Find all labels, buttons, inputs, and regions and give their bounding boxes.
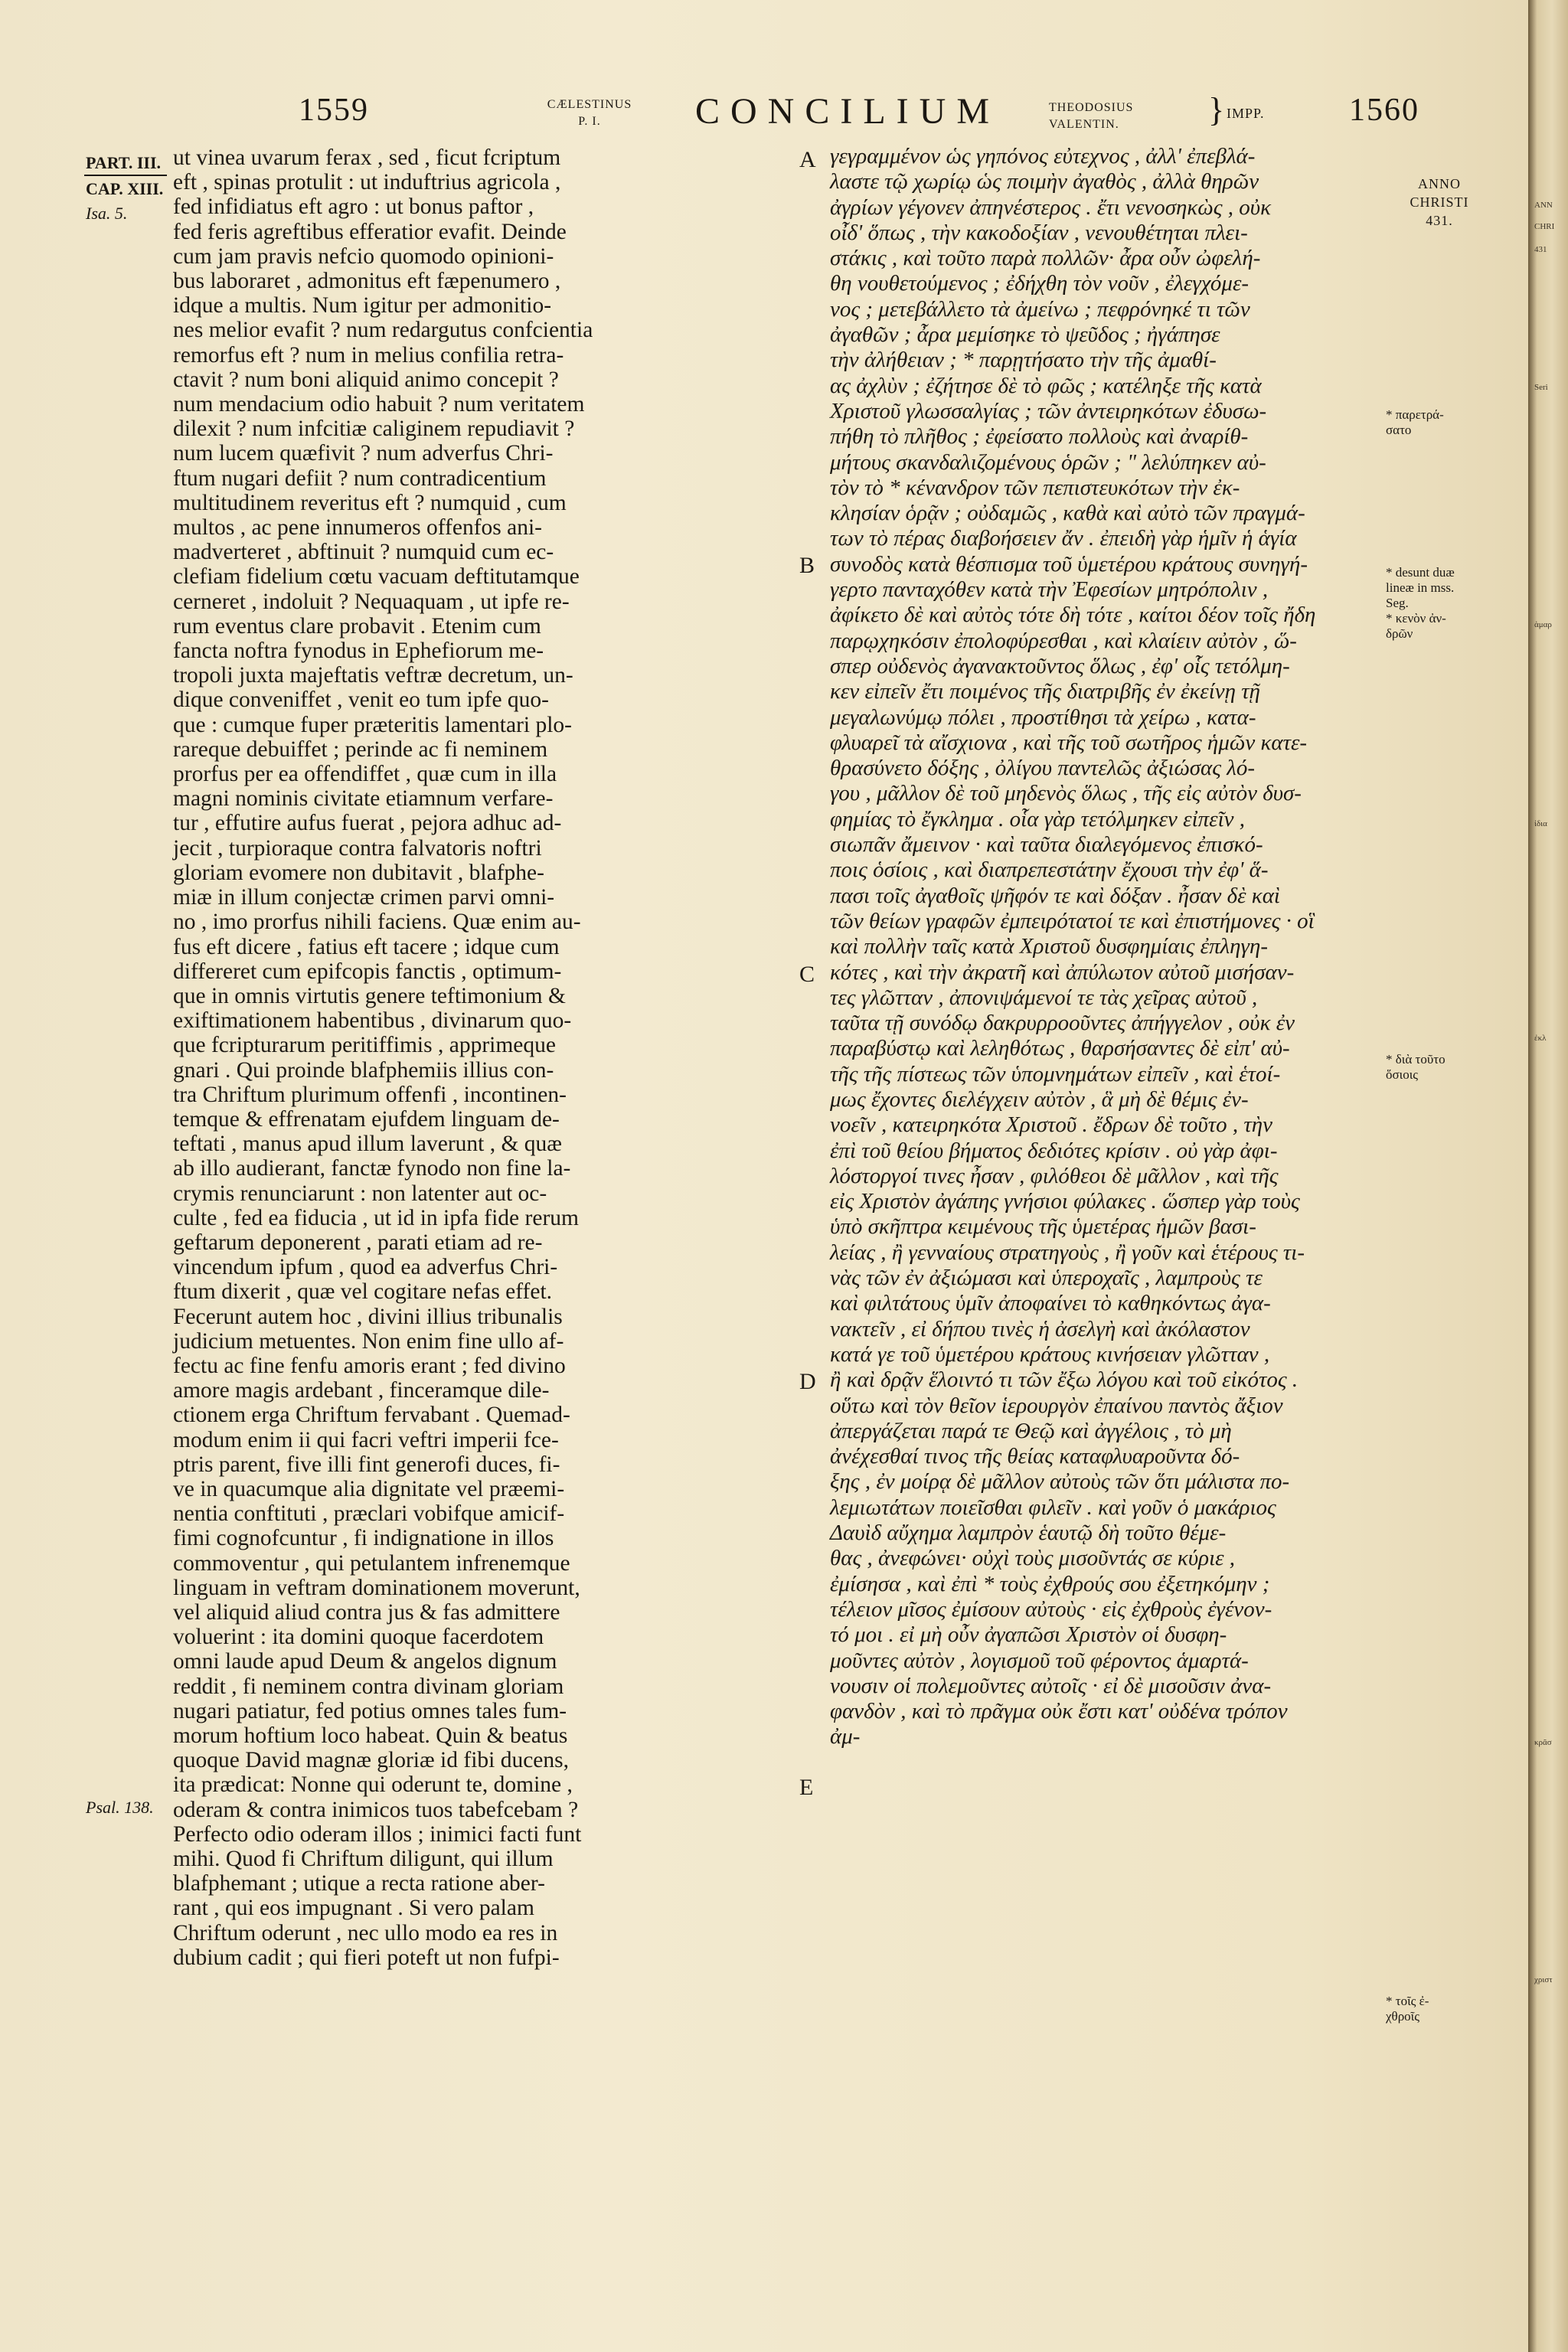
latin-line: rant , qui eos impugnant . Si vero palam bbox=[173, 1896, 534, 1921]
header-emperor-1: THEODOSIUS bbox=[1049, 101, 1134, 114]
latin-line: gloriam evomere non dubitavit , blafphe- bbox=[173, 860, 544, 885]
greek-line: καὶ πολλὴν ταῖς κατὰ Χριστοῦ δυσφημίαις ἐπληγη- bbox=[830, 934, 1269, 959]
latin-line: ab illo audierant, fanctæ fynodo non fine la- bbox=[173, 1156, 571, 1181]
latin-line: dilexit ? num infcitiæ caliginem repudiavit ? bbox=[173, 416, 575, 442]
latin-line: fimi cognofcuntur , fi indignatione in illos bbox=[173, 1526, 554, 1551]
greek-line: σπερ οὐδενὸς ἀγανακτοῦντος ὅλως , ἐφ' οἷς τετόλμη- bbox=[830, 653, 1290, 678]
latin-text-column bbox=[173, 145, 801, 1970]
greek-line: παρῳχηκόσιν ἐπολοφύρεσθαι , καὶ κλαίειν αὐτὸν , ὥ- bbox=[830, 628, 1297, 653]
anno-year: 431. bbox=[1426, 213, 1453, 228]
latin-line: rum eventus clare probavit . Etenim cum bbox=[173, 613, 541, 639]
facing-page-snippet: 431 bbox=[1534, 245, 1547, 254]
latin-line: ftum nugari defiit ? num contradicentium bbox=[173, 466, 547, 491]
greek-line: θας , ἀνεφώνει· οὐχὶ τοὺς μισοῦντάς σε κύριε , bbox=[830, 1546, 1236, 1571]
latin-line: no , imo prorfus nihili faciens. Quæ enim au- bbox=[173, 910, 581, 935]
latin-line: dubium cadit ; qui fieri poteft ut non fufpi- bbox=[173, 1945, 560, 1970]
latin-line: ita prædicat: Nonne qui oderunt te, domine , bbox=[173, 1772, 573, 1798]
latin-line: Perfecto odio oderam illos ; inimici facti funt bbox=[173, 1821, 582, 1847]
latin-line: fed infidiatus eft agro : ut bonus paftor , bbox=[173, 194, 534, 220]
latin-line: Fecerunt autem hoc , divini illius tribunalis bbox=[173, 1304, 563, 1329]
greek-line: μοῦντες αὐτὸν , λογισμοῦ τοῦ φέροντος ἁμαρτά- bbox=[830, 1648, 1249, 1673]
latin-line: vincendum ipfum , quod ea adverfus Chri- bbox=[173, 1255, 558, 1280]
left-page-number: 1559 bbox=[299, 93, 369, 128]
greek-line: ἀφίκετο δὲ καὶ αὐτὸς τότε δὴ τότε , καίτοι δέον τοῖς ἤδη bbox=[830, 603, 1316, 628]
greek-line: παραβύστῳ καὶ λεληθότως , θαρσήσαντες δὲ εἰπ' αὐ- bbox=[830, 1036, 1290, 1061]
greek-line: εἰς Χριστὸν ἀγάπης γνήσιοι φύλακες . ὥσπερ γὰρ τοὺς bbox=[830, 1189, 1300, 1214]
section-letter-c: C bbox=[799, 962, 815, 987]
latin-line: voluerint : ita domini quoque facerdotem bbox=[173, 1625, 544, 1650]
facing-page-snippet: Seri bbox=[1534, 383, 1548, 392]
latin-line: ptris parent, five illi fint generofi duces, fi- bbox=[173, 1452, 560, 1477]
greek-line: κλησίαν ὁρᾷν ; οὐδαμῶς , καθὰ καὶ αὐτὸ τῶν πραγμά- bbox=[830, 501, 1305, 526]
latin-line: eft , spinas protulit : ut induftrius agricola , bbox=[173, 170, 561, 195]
greek-line: λεμιωτάτων ποιεῖσθαι φιλεῖν . καὶ γοῦν ὁ μακάριος bbox=[830, 1494, 1276, 1520]
greek-line: τέλειον μῖσος ἐμίσουν αὐτοὺς · εἰς ἐχθροὺς ἐγένον- bbox=[830, 1596, 1272, 1622]
greek-line: ας ἀχλὺν ; ἐζήτησε δὲ τὸ φῶς ; κατέληξε τῆς κατὰ bbox=[830, 373, 1262, 398]
margin-note-2: * desunt duæ lineæ in mss. Seg. * κενὸν ἀν- δρῶν bbox=[1386, 565, 1455, 641]
latin-line: ve in quacumque alia dignitate vel præemi- bbox=[173, 1476, 565, 1501]
greek-line: μως ἔχοντες διελέγχειν αὐτὸν , ἃ μὴ δὲ θέμις ἐν- bbox=[830, 1086, 1249, 1112]
latin-line: jecit , turpioraque contra falvatoris noftri bbox=[173, 835, 542, 861]
latin-line: tur , effutire aufus fuerat , pejora adhuc ad- bbox=[173, 811, 562, 836]
latin-line: cerneret , indoluit ? Nequaquam , ut ipfe re- bbox=[173, 589, 570, 614]
margin-ref-isaiah: Isa. 5. bbox=[86, 204, 128, 223]
facing-page-snippet: ἐκλ bbox=[1534, 1034, 1547, 1043]
latin-line: omni laude apud Deum & angelos dignum bbox=[173, 1649, 557, 1674]
latin-line: remorfus eft ? num in melius confilia retra- bbox=[173, 342, 564, 368]
greek-line: γεγραμμένον ὡς γηπόνος εὐτεχνος , ἀλλ' ἐπεβλά- bbox=[830, 144, 1256, 168]
greek-line: τῆς τῆς πίστεως τῶν ὑπομνημάτων εἰπεῖν , καὶ ἑτοί- bbox=[830, 1061, 1281, 1086]
facing-page-snippet: ANN bbox=[1534, 201, 1553, 210]
latin-line: vel aliquid aliud contra jus & fas admittere bbox=[173, 1599, 560, 1625]
greek-line: φημίας τὸ ἔγκλημα . οἷα γὰρ τετόλμηκεν εἰπεῖν , bbox=[830, 806, 1246, 831]
section-letter-d: D bbox=[799, 1369, 816, 1394]
latin-line: ut vinea uvarum ferax , sed , ficut fcriptum bbox=[173, 145, 561, 170]
latin-line: num lucem quæfivit ? num adverfus Chri- bbox=[173, 441, 554, 466]
latin-line: nentia conftituti , præclari vobifque amicif- bbox=[173, 1501, 565, 1527]
greek-line: σιωπᾶν ἄμεινον · καὶ ταῦτα διαλεγόμενος ἐπισκό- bbox=[830, 832, 1263, 858]
greek-line: οὕτω καὶ τὸν θεῖον ἱερουργὸν ἐπαίνου παντὸς ἄξιον bbox=[830, 1393, 1283, 1418]
greek-line: φλυαρεῖ τὰ αἴσχιονα , καὶ τῆς τοῦ σωτῆρος ἡμῶν κατε- bbox=[830, 730, 1308, 755]
greek-line: νὰς τῶν ἐν ἀξιώμασι καὶ ὑπεροχαῖς , λαμπροὺς τε bbox=[830, 1266, 1263, 1291]
facing-page-snippet: κρᾶσ bbox=[1534, 1738, 1552, 1747]
latin-line: dique conveniffet , venit eo tum ipfe quo- bbox=[173, 688, 549, 713]
greek-line: κεν εἰπεῖν ἔτι ποιμένος τῆς διατριβῆς ἐν ἐκείνῃ τῇ bbox=[830, 679, 1261, 704]
section-letter-b: B bbox=[799, 553, 815, 578]
latin-line: nes melior evafit ? num redargutus confcientia bbox=[173, 318, 593, 343]
latin-line: num mendacium odio habuit ? num veritatem bbox=[173, 392, 585, 417]
latin-line: multos , ac pene innumeros offenfos ani- bbox=[173, 515, 542, 541]
greek-line: νουσιν οἱ πολεμοῦντες αὐτοῖς · εἰ δὲ μισοῦσιν ἀνα- bbox=[830, 1673, 1272, 1698]
latin-line: prorfus per ea offendiffet , quæ cum in illa bbox=[173, 762, 557, 787]
greek-line: συνοδὸς κατὰ θέσπισμα τοῦ ὑμετέρου κράτους συνηγή- bbox=[830, 551, 1308, 577]
greek-line: ἐμίσησα , καὶ ἐπὶ * τοὺς ἐχθρούς σου ἐξετηκόμην ; bbox=[830, 1571, 1270, 1596]
facing-page-snippet: ἁμαρ bbox=[1534, 620, 1552, 629]
margin-rule bbox=[84, 175, 167, 176]
latin-line: morum hoftium loco habeat. Quin & beatus bbox=[173, 1723, 568, 1748]
greek-line: τες γλῶτταν , ἀπονιψάμενοί τε τὰς χεῖρας αὐτοῦ , bbox=[830, 985, 1258, 1010]
latin-line: temque & effrenatam ejufdem linguam de- bbox=[173, 1106, 560, 1132]
greek-line: Χριστοῦ γλωσσαλγίας ; τῶν ἀντειρηκότων ἐδυσω- bbox=[830, 398, 1267, 423]
header-pope-name: CÆLESTINUS bbox=[547, 98, 632, 111]
latin-line: rareque debuiffet ; perinde ac fi neminem bbox=[173, 737, 548, 762]
running-title: CONCILIUM bbox=[695, 91, 1000, 132]
latin-line: fancta noftra fynodus in Ephefiorum me- bbox=[173, 639, 544, 664]
header-pope-number: P. I. bbox=[578, 115, 601, 128]
greek-line: στάκις , καὶ τοῦτο παρὰ πολλῶν· ἆρα οὖν ὠφελή- bbox=[830, 246, 1261, 271]
latin-line: fed feris agreftibus efferatior evafit. Deinde bbox=[173, 219, 567, 244]
latin-line: judicium metuentes. Non enim fine ullo af- bbox=[173, 1328, 564, 1354]
latin-line: fectu ac fine fenfu amoris erant ; fed divino bbox=[173, 1353, 566, 1378]
latin-line: que in omnis virtutis genere teftimonium & bbox=[173, 983, 566, 1008]
anno-word: ANNO bbox=[1418, 176, 1461, 191]
greek-line: ἐπὶ τοῦ θείου βήματος δεδιότες κρίσιν . οὐ γὰρ ἀφι- bbox=[830, 1138, 1278, 1163]
latin-line: culte , fed ea fiducia , ut id in ipfa fide rerum bbox=[173, 1205, 579, 1230]
header-brace: } bbox=[1208, 91, 1225, 129]
latin-line: blafphemant ; utique a recta ratione aber- bbox=[173, 1871, 545, 1896]
latin-line: cum jam pravis nefcio quomodo opinioni- bbox=[173, 243, 554, 269]
margin-ref-psalm: Psal. 138. bbox=[86, 1798, 154, 1817]
greek-line: καὶ φιλτάτους ὑμῖν ἀποφαίνει τὸ καθηκόντως ἀγα- bbox=[830, 1291, 1271, 1316]
latin-line: ctavit ? num boni aliquid animo concepit ? bbox=[173, 367, 559, 392]
greek-line: νοεῖν , κατειρηκότα Χριστοῦ . ἔδρων δὲ τοῦτο , τὴν bbox=[830, 1112, 1273, 1138]
facing-page-snippet: ἰδια bbox=[1534, 819, 1547, 828]
greek-line: ἀγαθῶν ; ἆρα μεμίσηκε τὸ ψεῦδος ; ἠγάπησε bbox=[830, 322, 1220, 348]
latin-line: miæ in illum conjectæ crimen parvi omni- bbox=[173, 885, 555, 910]
greek-line: λόστοργοί τινες ἦσαν , φιλόθεοι δὲ μᾶλλον , καὶ τῆς bbox=[830, 1163, 1279, 1188]
christi-word: CHRISTI bbox=[1410, 194, 1469, 210]
greek-line: γερτο πανταχόθεν κατὰ τὴν Ἐφεσίων μητρόπολιν , bbox=[830, 577, 1269, 603]
greek-line: μήτους σκανδαλιζομένους ὁρῶν ; " λελύπηκεν αὐ- bbox=[830, 449, 1266, 475]
latin-line: modum enim ii qui facri veftri imperii fce- bbox=[173, 1427, 559, 1452]
facing-page-snippet: χριστ bbox=[1534, 1975, 1553, 1984]
latin-line: amore magis ardebant , finceramque dile- bbox=[173, 1378, 550, 1403]
greek-line: ταῦτα τῇ συνόδῳ δακρυρροοῦντες ἀπήγγελον , οὐκ ἐν bbox=[830, 1011, 1295, 1036]
greek-line: θρασύνετο δόξης , ὀλίγου παντελῶς ἀξιώσας λό- bbox=[830, 756, 1256, 781]
margin-note-4: * τοῖς ἐ- χθροῖς bbox=[1386, 1994, 1429, 2024]
section-letter-e: E bbox=[799, 1775, 814, 1800]
latin-line: idque a multis. Num igitur per admonitio- bbox=[173, 293, 552, 318]
greek-line: νος ; μετεβάλλετο τὰ ἀμείνω ; πεφρόνηκέ τι τῶν bbox=[830, 296, 1250, 322]
greek-line: Δαυὶδ αὔχημα λαμπρὸν ἑαυτῷ δὴ τοῦτο θέμε- bbox=[830, 1521, 1227, 1546]
greek-line: κότες , καὶ τὴν ἀκρατῆ καὶ ἀπύλωτον αὐτοῦ μισήσαν- bbox=[830, 959, 1295, 985]
latin-line: Chriftum oderunt , nec ullo modo ea res in bbox=[173, 1920, 558, 1945]
latin-line: reddit , fi neminem contra divinam gloriam bbox=[173, 1674, 564, 1699]
greek-line: λαστε τῷ χωρίῳ ὡς ποιμὴν ἀγαθὸς , ἀλλὰ θηρῶν bbox=[830, 169, 1259, 194]
latin-line: differeret cum epifcopis fanctis , optimum- bbox=[173, 959, 562, 984]
greek-line: κατά γε τοῦ ὑμετέρου κράτους κινήσειαν γλῶτταν , bbox=[830, 1341, 1270, 1367]
header-impp: IMPP. bbox=[1227, 106, 1265, 121]
latin-line: fus eft dicere , fatius eft tacere ; idque cum bbox=[173, 934, 560, 959]
latin-line: bus laboraret , admonitus eft fæpenumero , bbox=[173, 269, 561, 294]
latin-line: ftum dixerit , quæ vel cogitare nefas effet. bbox=[173, 1279, 553, 1305]
latin-line: multitudinem reveritus eft ? numquid , cum bbox=[173, 490, 567, 515]
facing-page-edge bbox=[1528, 0, 1568, 2352]
header-pope-label bbox=[521, 96, 658, 130]
latin-line: tropoli juxta majeftatis veftræ decretum, un- bbox=[173, 663, 573, 688]
latin-line: geftarum deponerent , parati etiam ad re- bbox=[173, 1230, 543, 1255]
latin-line: madverteret , abftinuit ? numquid cum ec- bbox=[173, 540, 554, 565]
latin-line: tra Chriftum plurimum offenfi , incontinen- bbox=[173, 1082, 567, 1107]
greek-line: πασι τοῖς ἀγαθοῖς ψῆφόν τε καὶ δόξαν . ἦσαν δὲ καὶ bbox=[830, 883, 1280, 908]
greek-line: ἢ καὶ δρᾷν ἕλοιντό τι τῶν ἔξω λόγου καὶ τοῦ εἰκότος . bbox=[830, 1367, 1298, 1393]
latin-line: mihi. Quod fi Chriftum diligunt, qui illum bbox=[173, 1847, 554, 1872]
greek-line: τὴν ἀλήθειαν ; * παρῃτήσατο τὴν τῆς ἀμαθί- bbox=[830, 348, 1217, 373]
greek-line: ἀνέχεσθαί τινος τῆς θείας καταφλυαροῦντα δό- bbox=[830, 1444, 1240, 1469]
latin-line: exiftimationem habentibus , divinarum quo- bbox=[173, 1008, 572, 1034]
latin-line: quoque David magnæ gloriæ id fibi ducens, bbox=[173, 1748, 569, 1773]
greek-line: νακτεῖν , εἰ δήπου τινὲς ἡ ἀσελγὴ καὶ ἀκόλαστον bbox=[830, 1316, 1250, 1341]
greek-line: πήθη τὸ πλῆθος ; ἐφείσατο πολλοὺς καὶ ἀναρίθ- bbox=[830, 424, 1249, 449]
latin-line: gnari . Qui proinde blafphemiis illius con- bbox=[173, 1057, 554, 1083]
greek-line: γου , μᾶλλον δὲ τοῦ μηδενὸς ὅλως , τῆς εἰς αὐτὸν δυσ- bbox=[830, 781, 1302, 806]
header-emperor-2: VALENTIN. bbox=[1049, 118, 1119, 131]
section-letter-a: A bbox=[799, 147, 816, 172]
greek-line: ἀγρίων γέγονεν ἀπηνέστερος . ἔτι νενοσηκὼς , οὐκ bbox=[830, 194, 1272, 220]
greek-line: λείας , ἢ γενναίους στρατηγοὺς , ἢ γοῦν καὶ ἑτέρους τι- bbox=[830, 1240, 1305, 1265]
greek-text-column bbox=[830, 144, 1381, 1750]
latin-line: linguam in veftram dominationem moverunt, bbox=[173, 1575, 580, 1600]
latin-line: que : cumque fuper præteritis lamentari plo- bbox=[173, 712, 573, 737]
margin-part: PART. III. bbox=[86, 153, 162, 172]
header-emperors-label bbox=[1049, 100, 1202, 133]
latin-line: commoventur , qui petulantem infrenemque bbox=[173, 1550, 570, 1576]
greek-line: τῶν θείων γραφῶν ἐμπειρότατοί τε καὶ ἐπιστήμονες · οἳ bbox=[830, 908, 1315, 933]
greek-line: ὑπὸ σκῆπτρα κειμένους τῆς ὑμετέρας ἡμῶν βασι- bbox=[830, 1214, 1256, 1240]
latin-line: magni nominis civitate etiamnum verfare- bbox=[173, 786, 554, 812]
greek-line: τό μοι . εἰ μὴ οὖν ἀγαπῶσι Χριστὸν οἱ δυσφη- bbox=[830, 1622, 1227, 1648]
greek-line: θη νουθετούμενος ; ἐδήχθη τὸν νοῦν , ἐλεγχόμε- bbox=[830, 271, 1250, 296]
margin-anno-christi bbox=[1386, 175, 1493, 230]
latin-line: nugari patiatur, fed potius omnes tales fum- bbox=[173, 1698, 567, 1723]
greek-line: οἶδ' ὅπως , τὴν κακοδοξίαν , νενουθέτηται πλει- bbox=[830, 220, 1248, 245]
facing-page-snippet: CHRI bbox=[1534, 222, 1555, 231]
margin-chapter: CAP. XIII. bbox=[86, 179, 164, 198]
latin-line: oderam & contra inimicos tuos tabefcebam ? bbox=[173, 1797, 579, 1822]
greek-line: φανδὸν , καὶ τὸ πρᾶγμα οὐκ ἔστι κατ' οὐδένα τρόπον bbox=[830, 1699, 1288, 1724]
greek-line: ἀπεργάζεται παρά τε Θεῷ καὶ ἀγγέλοις , τὸ μὴ bbox=[830, 1418, 1232, 1443]
greek-line: των τὸ πέρας διαβοήσειεν ἄν . ἐπειδὴ γὰρ ἡμῖν ἡ ἁγία bbox=[830, 526, 1297, 551]
greek-line: τὸν τὸ * κένανδρον τῶν πεπιστευκότων τὴν ἐκ- bbox=[830, 475, 1240, 500]
margin-note-1: * παρετρά- σατο bbox=[1386, 407, 1444, 437]
latin-line: teftati , manus apud illum laverunt , & quæ bbox=[173, 1132, 562, 1157]
greek-line: ποις ὁσίοις , καὶ διαπρεπεστάτην ἔχουσι τὴν ἐφ' ἅ- bbox=[830, 858, 1269, 883]
latin-line: que fcripturarum peritiffimis , apprimeque bbox=[173, 1033, 556, 1058]
latin-line: crymis renunciarunt : non latenter aut oc- bbox=[173, 1181, 547, 1206]
greek-line: ἀμ- bbox=[830, 1724, 861, 1749]
greek-line: μεγαλωνύμῳ πόλει , προστίθησι τὰ χείρω , κατα- bbox=[830, 704, 1256, 730]
latin-line: ctionem erga Chriftum fervabant . Quemad- bbox=[173, 1403, 570, 1428]
right-page-number: 1560 bbox=[1349, 93, 1419, 128]
margin-note-3: * διὰ τοῦτο ὅσιοις bbox=[1386, 1052, 1446, 1082]
latin-line: clefiam fidelium cœtu vacuam deftitutamque bbox=[173, 564, 580, 590]
greek-line: ξης , ἐν μοίρᾳ δὲ μᾶλλον αὐτοὺς τῶν ὅτι μάλιστα πο- bbox=[830, 1469, 1290, 1494]
